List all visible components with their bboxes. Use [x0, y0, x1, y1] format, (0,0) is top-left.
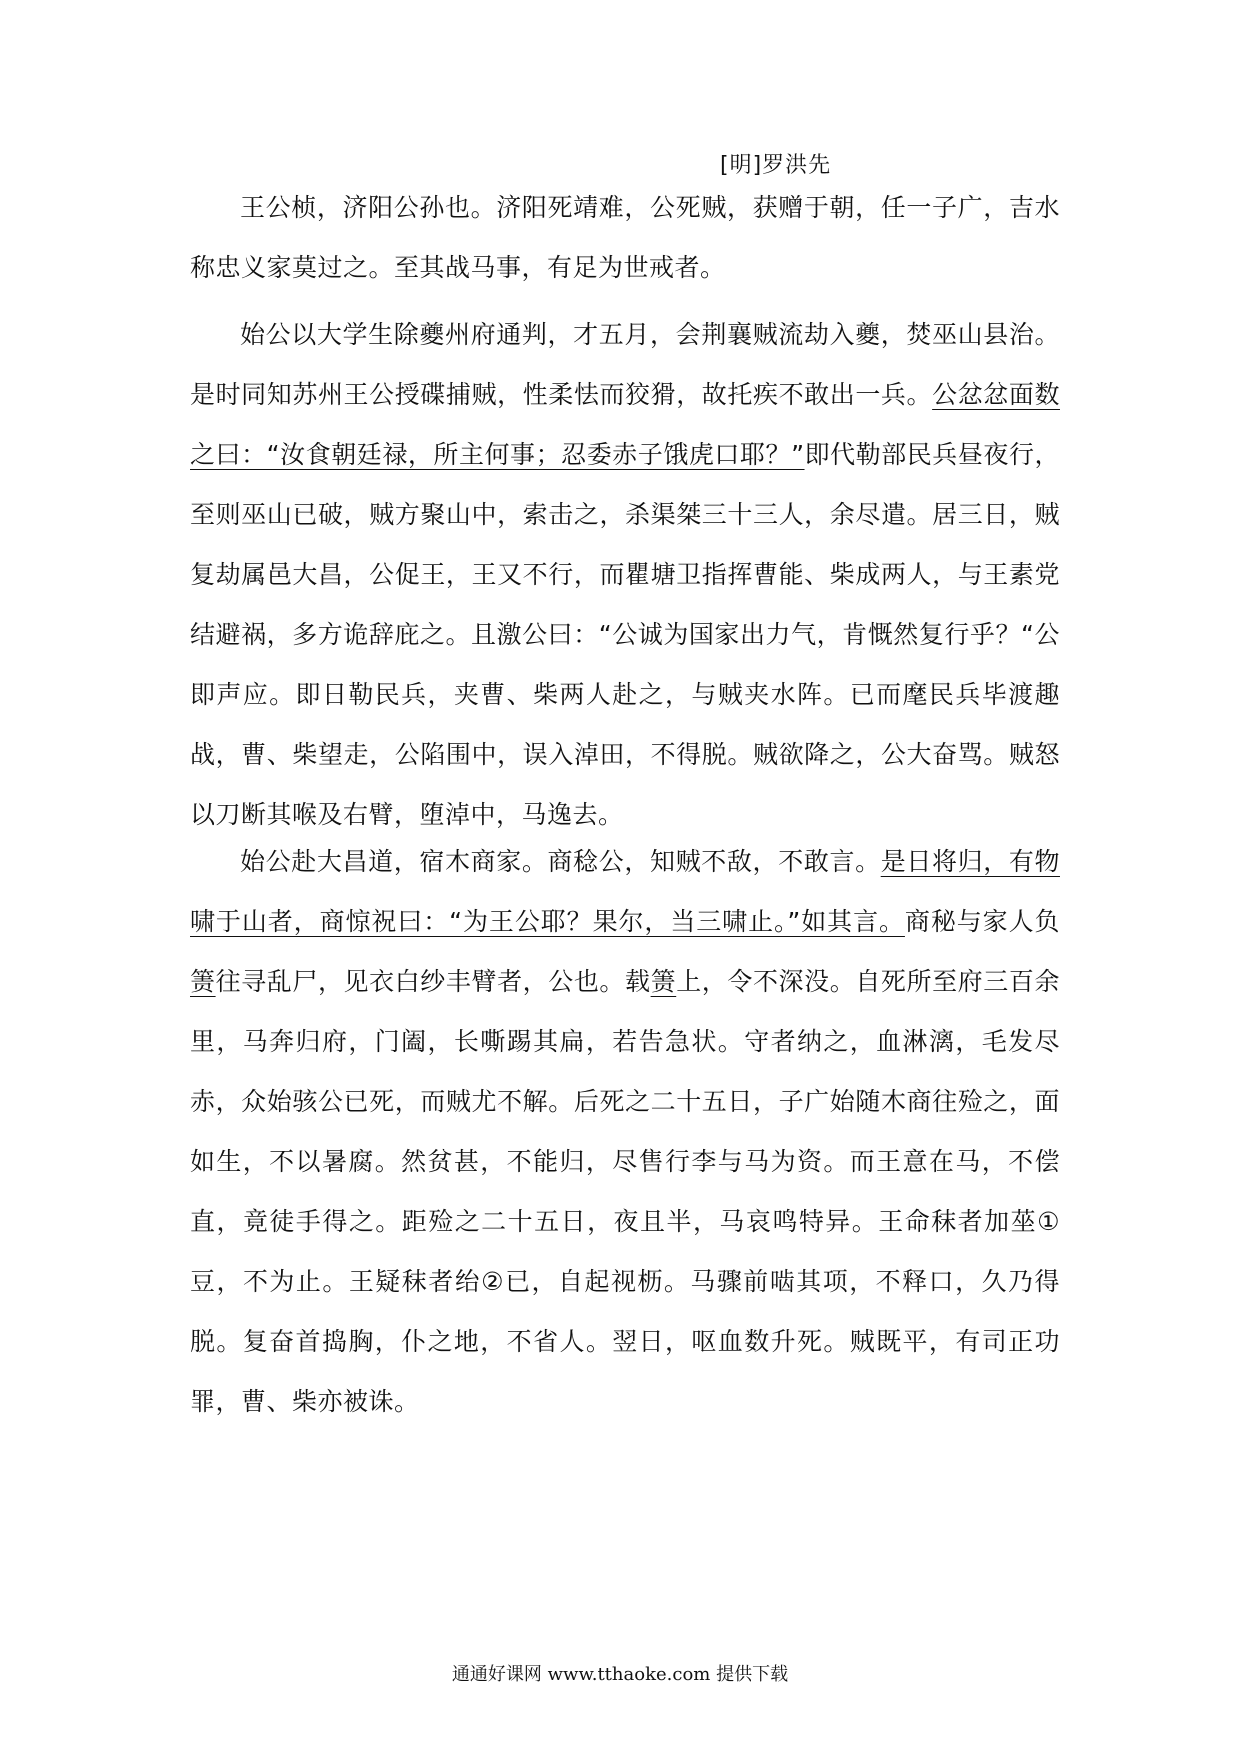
paragraph-3-text-a: 始公赴大昌道，宿木商家。商稔公，知贼不敌，不敢言。 [240, 847, 881, 876]
author-line: [明]罗洪先 [720, 153, 832, 178]
paragraph-3-underlined-sentence: 是日将归，有物啸于山者，商惊祝曰：“为王公耶？果尔，当三啸止。”如其言。 [190, 847, 1060, 936]
paragraph-3-text-e: 往寻乱尸，见衣白纱丰臂者，公也。载 [215, 967, 651, 996]
paragraph-3-text-c: 商秘与家人负 [904, 907, 1060, 936]
paragraph-3 [190, 832, 1060, 1432]
footer-watermark-text: 通通好课网 www.tthaoke.com 提供下载 [451, 1664, 789, 1685]
paragraph-1: 王公桢，济阳公孙也。济阳死靖难，公死贼，获赠于朝，任一子广，吉水称忠义家莫过之。至其战马事，有足为世戒者。 [190, 193, 1060, 282]
paragraph-3-underlined-char-1: 箦 [190, 967, 216, 996]
paragraph-2-text-a: 始公以大学生除夔州府通判，才五月，会荆襄贼流劫入夔，焚巫山县治。是时同知苏州王公授碟捕贼，性柔怯而狡猾，故托疾不敢出一兵。 [190, 320, 1060, 409]
paragraph-3-underlined-char-2: 箦 [650, 967, 677, 996]
paragraph-3-text-g: 上，令不深没。自死所至府三百余里，马奔归府，门阖，长嘶踢其扁，若告急状。守者纳之，血淋漓，毛发尽赤，众始骇公已死，而贼尤不解。后死之二十五日，子广始随木商往殓之，面如生，不以暑腐。然贫甚，不能归，尽售行李与马为资。而王意在马，不偿直，竟徒手得之。距殓之二十五日，夜且半，马哀鸣特异。王命秣者加莝①豆，不为止。王疑秣者绐②已，自起视枥。马骤前啮其项，不释口，久乃得脱。复奋首捣胸，仆之地，不省人。翌日，呕血数升死。贼既平，有司正功罪，曹、柴亦被诛。 [190, 967, 1060, 1416]
paragraph-2-text-c: 即代勒部民兵昼夜行，至则巫山已破，贼方聚山中，索击之，杀渠桀三十三人，余尽遣。居三日，贼复劫属邑大昌，公促王，王又不行，而瞿塘卫指挥曹能、柴成两人，与王素党结避祸，多方诡辞庇之。且激公曰：“公诚为国家出力气，肯慨然复行乎？“公即声应。即日勒民兵，夹曹、柴两人赴之，与贼夹水阵。已而麾民兵毕渡趣战，曹、柴望走，公陷围中，误入淖田，不得脱。贼欲降之，公大奋骂。贼怒以刀断其喉及右臂，堕淖中，马逸去。 [190, 440, 1060, 829]
paragraph-2-underlined-sentence: 公忿忿面数之曰：“汝食朝廷禄，所主何事；忍委赤子饿虎口耶？” [190, 380, 1060, 469]
paragraph-2 [190, 305, 1060, 845]
